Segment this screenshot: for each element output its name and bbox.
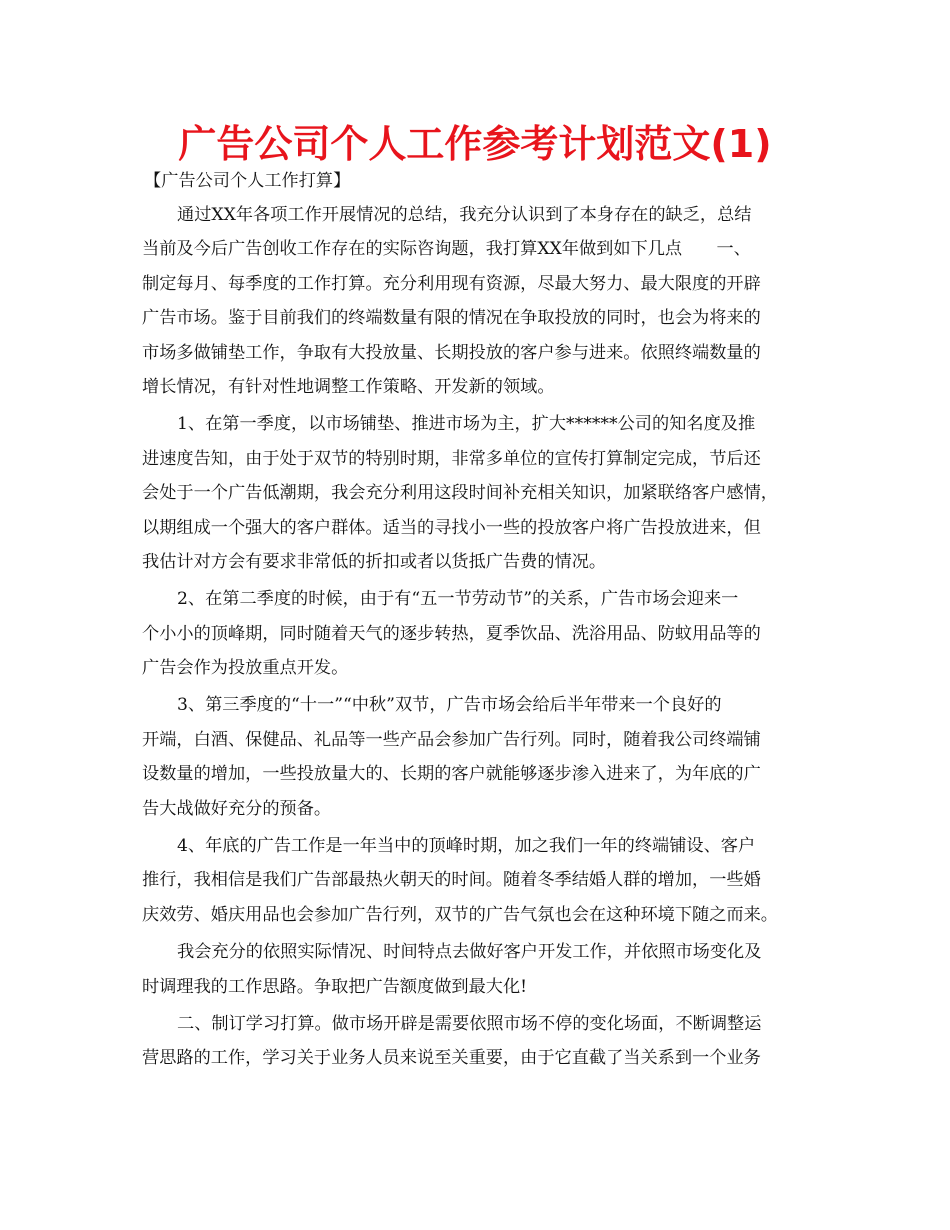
text-line: 个小小的顶峰期，同时随着天气的逐步转热，夏季饮品、洗浴用品、防蚊用品等的	[142, 623, 761, 644]
text-line: 制定每月、每季度的工作打算。充分利用现有资源，尽最大努力、最大限度的开辟	[142, 273, 761, 294]
text-line: 营思路的工作，学习关于业务人员来说至关重要，由于它直截了当关系到一个业务	[142, 1048, 761, 1069]
text-line: 会处于一个广告低潮期，我会充分利用这段时间补充相关知识，加紧联络客户感情，	[142, 483, 778, 504]
paragraph	[142, 407, 822, 579]
text-line: 3、第三季度的“十一”“中秋”双节，广告市场会给后半年带来一个良好的	[177, 695, 722, 716]
paragraph	[142, 1007, 822, 1076]
text-line: 1、在第一季度，以市场铺垫、推进市场为主，扩大******公司的知名度及推	[177, 414, 756, 435]
text-line: 进速度告知，由于处于双节的特别时期，非常多单位的宣传打算制定完成，节后还	[142, 448, 761, 469]
document-body	[142, 164, 822, 1079]
text-line: 当前及今后广告创收工作存在的实际咨询题，我打算XX年做到如下几点 一、	[142, 239, 751, 260]
text-line: 通过XX年各项工作开展情况的总结，我充分认识到了本身存在的缺乏，总结	[177, 205, 752, 225]
text-line: 推行，我相信是我们广告部最热火朝天的时间。随着冬季结婚人群的增加，一些婚	[142, 870, 761, 891]
text-line: 庆效劳、婚庆用品也会参加广告行列，双节的广告气氛也会在这种环境下随之而来。	[142, 904, 778, 925]
text-line: 市场多做铺垫工作，争取有大投放量、长期投放的客户参与进来。依照终端数量的	[142, 342, 761, 363]
text-line: 二、制订学习打算。做市场开辟是需要依照市场不停的变化场面，不断调整运	[177, 1013, 762, 1034]
text-line: 增长情况，有针对性地调整工作策略、开发新的领域。	[142, 376, 555, 397]
document-title: 广告公司个人工作参考计划范文(1)	[178, 122, 772, 166]
text-line: 告大战做好充分的预备。	[142, 798, 332, 819]
paragraph	[142, 935, 822, 1004]
paragraph	[142, 829, 822, 932]
text-line: 我会充分的依照实际情况、时间特点去做好客户开发工作，并依照市场变化及	[177, 942, 762, 963]
paragraph	[142, 198, 822, 404]
text-line: 设数量的增加，一些投放量大的、长期的客户就能够逐步渗入进来了，为年底的广	[142, 764, 761, 785]
paragraph	[142, 688, 822, 826]
text-line: 广告会作为投放重点开发。	[142, 658, 349, 679]
paragraph	[142, 582, 822, 685]
text-line: 时调理我的工作思路。争取把广告额度做到最大化!	[142, 976, 528, 997]
text-line: 4、年底的广告工作是一年当中的顶峰时期，加之我们一年的终端铺设、客户	[177, 836, 756, 857]
text-line: 广告市场。鉴于目前我们的终端数量有限的情况在争取投放的同时，也会为将来的	[142, 308, 761, 329]
text-line: 以期组成一个强大的客户群体。适当的寻找小一些的投放客户将广告投放进来，但	[142, 517, 761, 538]
text-line: 我估计对方会有要求非常低的折扣或者以货抵广告费的情况。	[142, 551, 607, 572]
section-subheading: 【广告公司个人工作打算】	[144, 171, 351, 191]
text-line: 开端，白酒、保健品、礼品等一些产品会参加广告行列。同时，随着我公司终端铺	[142, 729, 761, 750]
text-line: 2、在第二季度的时候，由于有“五一节劳动节”的关系，广告市场会迎来一	[177, 589, 739, 610]
